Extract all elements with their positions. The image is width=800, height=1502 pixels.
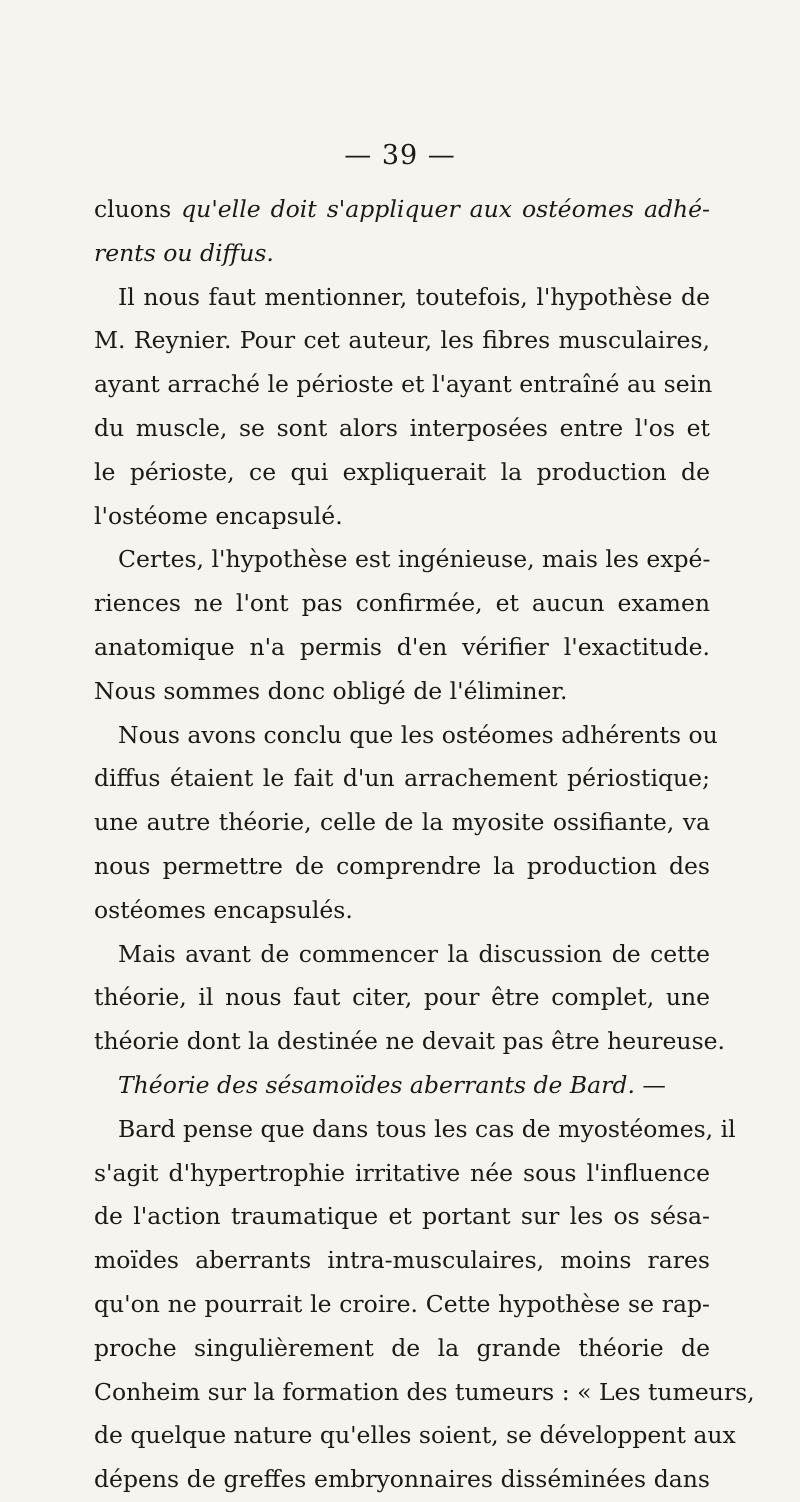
text-line (94, 626, 710, 670)
text-line (94, 976, 710, 1020)
text-line (94, 1020, 726, 1064)
text-segment: le périoste, ce qui expliquerait la production de (94, 457, 710, 486)
text-line (94, 495, 710, 539)
text-segment: riences ne l'ont pas confirmée, et aucun examen (94, 589, 710, 618)
text-line (94, 363, 713, 407)
text-segment: proche singulièrement de la grande théorie de (94, 1333, 710, 1362)
text-line (94, 451, 710, 495)
text-line (94, 276, 710, 320)
text-line (94, 714, 718, 758)
text-line (94, 1414, 736, 1458)
text-segment: théorie dont la destinée ne devait pas être heureuse. (94, 1027, 726, 1056)
italic-text: Théorie des sésamoïdes aberrants de Bard. (118, 1070, 635, 1099)
text-segment: une autre théorie, celle de la myosite ossifiante, va (94, 808, 710, 837)
text-line (94, 889, 710, 933)
text-line (94, 582, 710, 626)
text-segment: M. Reynier. Pour cet auteur, les fibres musculaires, (94, 326, 710, 355)
text-segment: Nous avons conclu que les ostéomes adhérents ou (118, 720, 718, 749)
text-segment: ostéomes encapsulés. (94, 895, 353, 924)
text-line (94, 1283, 710, 1327)
text-line (94, 188, 710, 232)
text-segment: diffus étaient le fait d'un arrachement périostique; (94, 764, 710, 793)
text-segment: Nous sommes donc obligé de l'éliminer. (94, 676, 568, 705)
text-segment: Certes, l'hypothèse est ingénieuse, mais les expé- (118, 545, 711, 574)
text-line (94, 845, 710, 889)
text-segment: qu'on ne pourrait le croire. Cette hypothèse se rap- (94, 1289, 710, 1318)
text-line (94, 757, 710, 801)
text-segment: cluons (94, 195, 182, 223)
text-line (94, 1108, 736, 1152)
text-segment: l'ostéome encapsulé. (94, 501, 343, 530)
body-text (94, 188, 755, 1502)
text-line (94, 538, 710, 582)
italic-text: rents ou diffus. (94, 238, 274, 267)
text-segment: — (634, 1070, 666, 1099)
text-line (94, 232, 710, 276)
text-line (94, 319, 710, 363)
text-segment: théorie, il nous faut citer, pour être complet, une (94, 983, 710, 1012)
italic-text: qu'elle doit s'appliquer aux ostéomes adhé- (181, 195, 710, 223)
text-segment: Bard pense que dans tous les cas de myostéomes, il (118, 1114, 736, 1143)
text-segment: Mais avant de commencer la discussion de cette (118, 939, 710, 968)
text-line (94, 1064, 710, 1108)
text-line (94, 1195, 710, 1239)
text-segment: de l'action traumatique et portant sur les os sésa- (94, 1202, 710, 1231)
text-segment: dépens de greffes embryonnaires disséminées dans (94, 1465, 710, 1494)
text-line (94, 407, 710, 451)
text-segment: de quelque nature qu'elles soient, se développent aux (94, 1421, 736, 1450)
text-line (94, 1152, 710, 1196)
text-segment: ayant arraché le périoste et l'ayant entraîné au sein (94, 370, 713, 399)
text-line (94, 1458, 710, 1502)
text-line (94, 1239, 710, 1283)
text-segment: moïdes aberrants intra-musculaires, moins rares (94, 1246, 710, 1275)
text-line (94, 670, 710, 714)
text-segment: nous permettre de comprendre la production des (94, 851, 710, 880)
text-segment: anatomique n'a permis d'en vérifier l'exactitude. (94, 632, 710, 661)
text-segment: Conheim sur la formation des tumeurs : « Les tumeurs, (94, 1377, 755, 1406)
text-segment: s'agit d'hypertrophie irritative née sous l'influence (94, 1158, 710, 1187)
page-number: — 39 — (344, 140, 456, 171)
text-line (94, 1327, 710, 1371)
text-line (94, 1371, 755, 1415)
text-segment: Il nous faut mentionner, toutefois, l'hypothèse de (118, 282, 710, 311)
text-line (94, 801, 710, 845)
text-line (94, 933, 710, 977)
text-segment: du muscle, se sont alors interposées entre l'os et (94, 413, 710, 442)
